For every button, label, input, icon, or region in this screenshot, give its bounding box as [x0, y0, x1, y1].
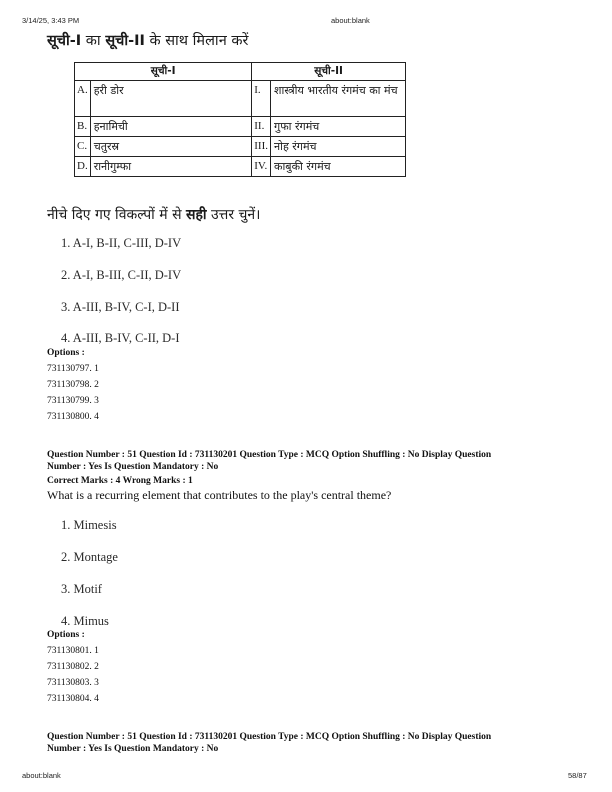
choice-2: 2. A-I, B-III, C-II, D-IV — [61, 268, 182, 282]
option-id-3: 731130799. 3 — [47, 396, 99, 406]
row-key-a: A. — [75, 81, 91, 117]
row-value-iv: काबुकी रंगमंच — [271, 157, 406, 177]
choice-1: 1. Mimesis — [61, 518, 117, 532]
option-id-3: 731130803. 3 — [47, 678, 99, 688]
table-row — [75, 157, 406, 177]
title-connector: का — [81, 33, 106, 49]
match-question-title — [47, 30, 248, 50]
matching-table — [74, 62, 406, 177]
question-text: What is a recurring element that contributes to the play's central theme? — [47, 488, 392, 502]
row-key-d: D. — [75, 157, 91, 177]
question-meta-line-1: Question Number : 51 Question Id : 731130201 Question Type : MCQ Option Shuffling : No Display Question — [47, 732, 492, 742]
options-label: Options : — [47, 630, 85, 640]
table-row — [75, 117, 406, 137]
row-key-c: C. — [75, 137, 91, 157]
row-key-iv: IV. — [252, 157, 271, 177]
row-key-ii: II. — [252, 117, 271, 137]
row-key-b: B. — [75, 117, 91, 137]
list-one-label: सूची-I — [47, 33, 82, 49]
page-number: 58/87 — [568, 771, 587, 780]
question-meta — [47, 449, 567, 487]
options-label: Options : — [47, 348, 85, 358]
instruction-emphasis: सही — [186, 207, 207, 223]
table-header-row — [75, 63, 406, 81]
row-key-i: I. — [252, 81, 271, 117]
question-meta-line-2: Number : Yes Is Question Mandatory : No — [47, 744, 219, 754]
row-value-b: हनामिची — [90, 117, 252, 137]
footer-url: about:blank — [22, 771, 61, 780]
col-header-list-two: सूची-II — [252, 63, 406, 81]
table-row — [75, 137, 406, 157]
option-id-2: 731130798. 2 — [47, 380, 99, 390]
choice-4: 4. A-III, B-IV, C-II, D-I — [61, 331, 180, 345]
row-value-iii: नोह रंगमंच — [271, 137, 406, 157]
question-meta-line-1: Question Number : 51 Question Id : 731130201 Question Type : MCQ Option Shuffling : No Display Question — [47, 450, 492, 460]
print-datetime: 3/14/25, 3:43 PM — [22, 16, 80, 25]
row-value-d: रानीगुम्फा — [90, 157, 252, 177]
marks-info: Correct Marks : 4 Wrong Marks : 1 — [47, 476, 193, 486]
table-row — [75, 81, 406, 117]
choice-3: 3. A-III, B-IV, C-I, D-II — [61, 300, 180, 314]
option-id-4: 731130800. 4 — [47, 412, 99, 422]
choice-3: 3. Motif — [61, 582, 102, 596]
option-id-4: 731130804. 4 — [47, 694, 99, 704]
option-id-1: 731130797. 1 — [47, 364, 99, 374]
instruction-prefix: नीचे दिए गए विकल्पों में से — [47, 207, 186, 223]
question-meta — [47, 731, 567, 755]
row-value-a: हरी डोर — [90, 81, 252, 117]
choice-1: 1. A-I, B-II, C-III, D-IV — [61, 236, 182, 250]
option-id-2: 731130802. 2 — [47, 662, 99, 672]
row-value-ii: गुफा रंगमंच — [271, 117, 406, 137]
col-header-list-one: सूची-I — [75, 63, 252, 81]
title-suffix: के साथ मिलान करें — [144, 33, 249, 49]
choice-2: 2. Montage — [61, 550, 118, 564]
question-meta-line-2: Number : Yes Is Question Mandatory : No — [47, 462, 219, 472]
choice-4: 4. Mimus — [61, 614, 109, 628]
row-value-i: शास्त्रीय भारतीय रंगमंच का मंच — [271, 81, 406, 117]
instruction-text — [47, 205, 260, 224]
row-value-c: चतुरस्र — [90, 137, 252, 157]
instruction-suffix: उत्तर चुनें। — [206, 207, 261, 223]
row-key-iii: III. — [252, 137, 271, 157]
option-id-1: 731130801. 1 — [47, 646, 99, 656]
list-two-label: सूची-II — [105, 33, 145, 49]
print-url: about:blank — [331, 16, 370, 25]
